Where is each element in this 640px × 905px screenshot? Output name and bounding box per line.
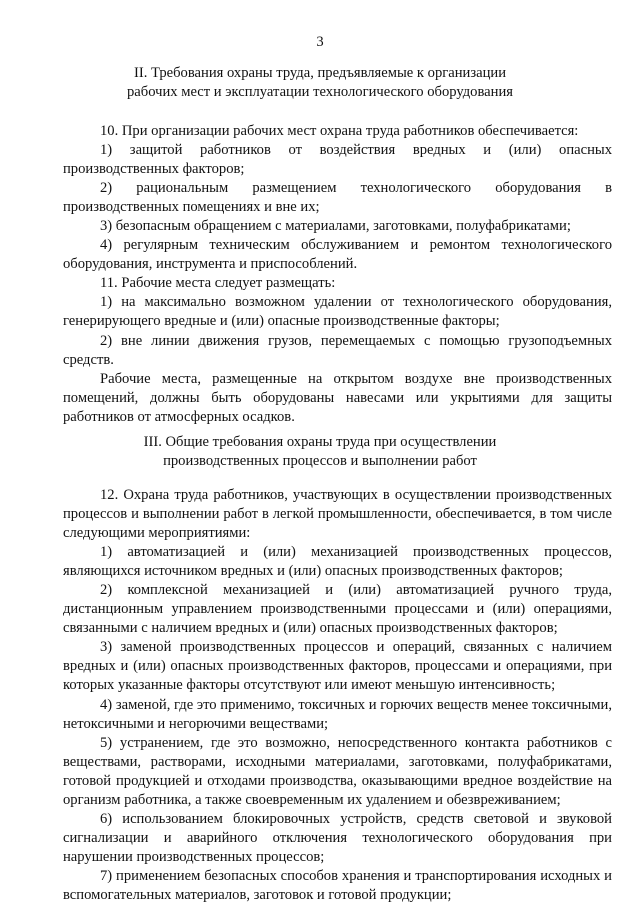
paragraph-11-outdoor: Рабочие места, размещенные на открытом воздухе вне производственных помещений, должны быть оборудованы навесами или укрытиями для защиты работников от атмосферных осадков. (63, 370, 612, 425)
paragraph-12-item-4: 4) заменой, где это применимо, токсичных и горючих веществ менее токсичными, нетоксичными и негорючими веществами; (63, 696, 612, 732)
section-3-heading (0, 433, 640, 471)
page-number: 3 (316, 34, 324, 50)
paragraph-11-item-1: 1) на максимально возможном удалении от технологического оборудования, генерирующего вредные и (или) опасные производственные факторы; (63, 294, 612, 330)
paragraph-12-item-6: 6) использованием блокировочных устройств, средств световой и звуковой сигнализации и аварийного отключения технологического оборудования при нарушении производственных процессов; (63, 810, 612, 865)
section-3-title-line-2: производственных процессов и выполнении работ (163, 453, 477, 469)
section-2-body (63, 122, 612, 427)
paragraph-12-item-3: 3) заменой производственных процессов и операций, связанных с наличием вредных и (или) опасных производственных факторов, процессами и операциями, при которых указанные факторы отсутствуют или имеют меньшую интенсивность; (63, 639, 612, 694)
paragraph-10-item-3: 3) безопасным обращением с материалами, заготовками, полуфабрикатами; (100, 218, 571, 235)
paragraph-10-item-1: 1) защитой работников от воздействия вредных и (или) опасных производственных факторов; (63, 142, 612, 178)
paragraph-10-item-4: 4) регулярным техническим обслуживанием и ремонтом технологического оборудования, инструмента и приспособлений. (63, 237, 612, 273)
section-3-body (63, 486, 612, 905)
section-2-title-line-2: рабочих мест и эксплуатации технологического оборудования (127, 84, 513, 100)
paragraph-11-item-2: 2) вне линии движения грузов, перемещаемых с помощью грузоподъемных средств. (63, 332, 612, 368)
paragraph-10: 10. При организации рабочих мест охрана труда работников обеспечивается: (100, 123, 579, 139)
paragraph-12-item-1: 1) автоматизацией и (или) механизацией производственных процессов, являющихся источником вредных и (или) опасных производственных факторов; (63, 544, 612, 580)
paragraph-11: 11. Рабочие места следует размещать: (100, 275, 336, 292)
paragraph-12-item-5: 5) устранением, где это возможно, непосредственного контакта работников с веществами, растворами, исходными материалами, заготовками, полуфабрикатами, готовой продукцией и отходами производства, оказывающими вредное воздействие на организм работника, а также своевременным их удалением и обезвреживанием; (63, 734, 612, 808)
paragraph-12-item-7: 7) применением безопасных способов хранения и транспортирования исходных и вспомогательных материалов, заготовок и готовой продукции; (63, 867, 612, 903)
paragraph-12: 12. Охрана труда работников, участвующих в осуществлении производственных процессов и выполнении работ в легкой промышленности, обеспечивается, в том числе следующими мероприятиями: (63, 487, 612, 542)
paragraph-10-item-2: 2) рациональным размещением технологического оборудования в производственных помещениях и вне их; (63, 180, 612, 216)
section-2-title-line-1: II. Требования охраны труда, предъявляемые к организации (133, 65, 507, 81)
section-2-heading (0, 64, 640, 102)
section-3-title-line-1: III. Общие требования охраны труда при осуществлении (143, 434, 497, 450)
paragraph-12-item-2: 2) комплексной механизацией и (или) автоматизацией ручного труда, дистанционным управлением производственными процессами и (или) операциями, связанными с наличием вредных и (или) опасных производственных факторов; (63, 582, 612, 637)
